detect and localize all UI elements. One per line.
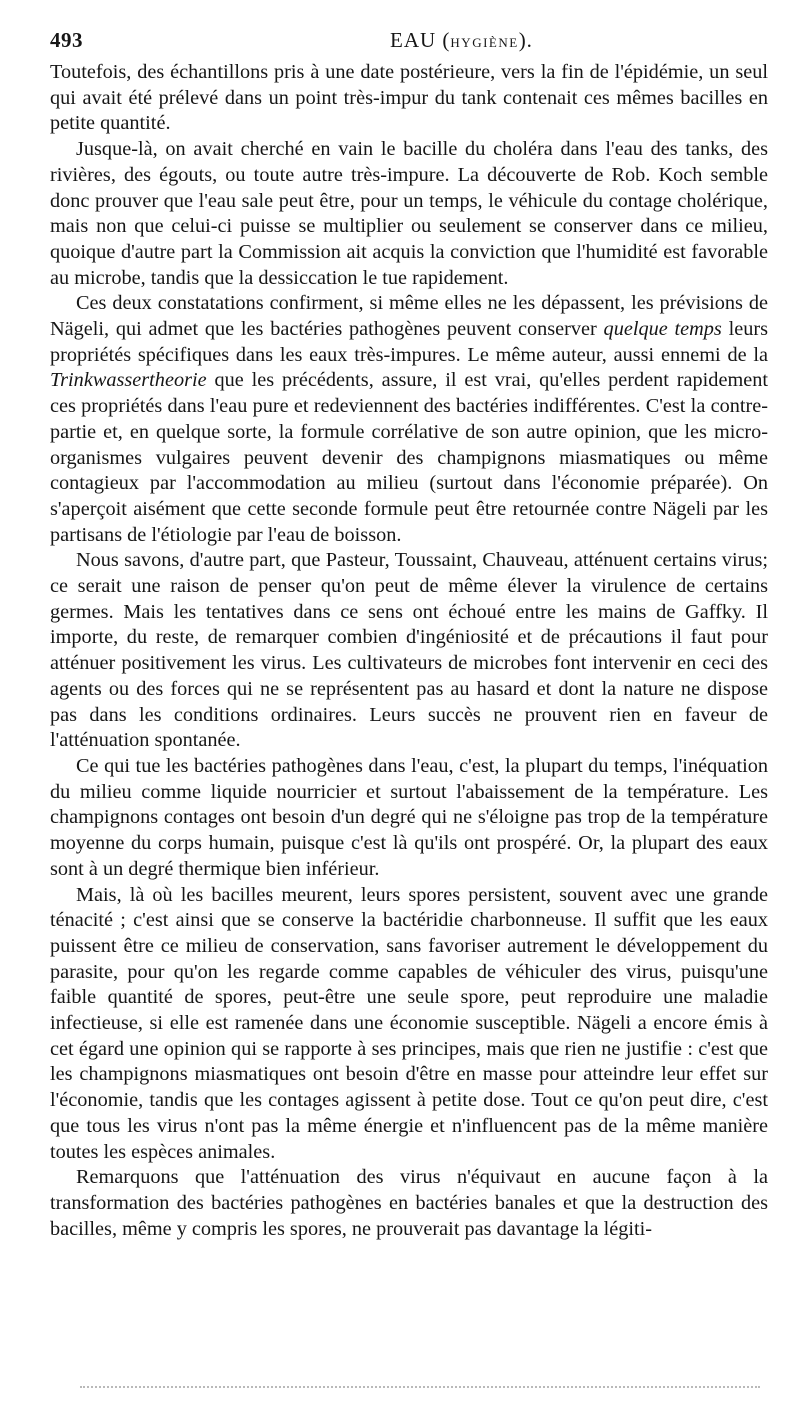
running-title-open: (: [436, 28, 451, 52]
running-title-sub: HYGIÈNE: [450, 35, 519, 50]
paragraph: [50, 1165, 768, 1242]
italic-phrase: quelque temps: [603, 318, 722, 341]
italic-term: Trinkwassertheorie: [50, 369, 207, 392]
paragraph-text: Remarquons que l'atténuation des virus n'équivaut en aucune façon à la transformation des bactéries pathogènes en bactéries banales et que la destruction des bacilles, même y compris les spores, ne prouverait pas davantage la légiti-: [50, 1166, 768, 1240]
paragraph: [50, 883, 768, 1166]
paragraph: [50, 291, 768, 548]
footer-dotted-rule: [80, 1386, 760, 1391]
page-header: [50, 22, 772, 56]
paragraph-text: Nous savons, d'autre part, que Pasteur, Toussaint, Chauveau, atténuent certains virus; ce serait une raison de penser qu'on peut de même élever la virulence de certains germes. Mais les tentatives dans ce sens ont échoué entre les mains de Gaffky. Il importe, du reste, de remarquer combien d'ingéniosité et de précautions il faut pour atténuer positivement les virus. Les cultivateurs de microbes font intervenir en ceci des agents ou des forces qui ne se représentent pas au hasard et dont la nature ne dispose pas dans les conditions ordinaires. Leurs succès ne prouvent rien en faveur de l'atténuation spontanée.: [50, 549, 768, 752]
paragraph: [50, 137, 768, 291]
running-title-main: EAU: [390, 28, 437, 52]
running-title-close: ).: [518, 28, 533, 52]
body-text: [50, 60, 768, 1242]
running-title: [390, 28, 533, 53]
paragraph: [50, 60, 768, 137]
paragraph-text: que les précédents, assure, il est vrai, qu'elles perdent rapidement ces propriétés dans l'eau pure et redeviennent des bactéries indifférentes. C'est la contre-partie et, en quelque sorte, la formule corrélative de son autre opinion, que les micro-organismes vulgaires peuvent devenir des champignons miasmatiques ou même contagieux par l'accommodation au milieu (surtout dans l'économie préparée). On s'aperçoit aisément que cette seconde formule peut être retournée contre Nägeli par les partisans de l'étiologie par l'eau de boisson.: [50, 369, 768, 546]
paragraph-text: Ces deux constatations confirment, si même elles ne les dépassent, les prévisions de Nägeli, qui admet que les bactéries pathogènes peuvent conserver: [50, 292, 768, 341]
page-number: 493: [50, 28, 83, 52]
paragraph-text: Jusque-là, on avait cherché en vain le bacille du choléra dans l'eau des tanks, des rivières, des égouts, ou toute autre très-impure. La découverte de Rob. Koch semble donc prouver que l'eau sale peut être, pour un temps, le véhicule du contage cholérique, mais non que celui-ci puisse se multiplier ou seulement se conserver dans ce milieu, quoique d'autre part la Commission ait acquis la conviction que l'humidité est favorable au microbe, tandis que la dessiccation le tue rapidement.: [50, 138, 768, 289]
paragraph-text: Toutefois, des échantillons pris à une date postérieure, vers la fin de l'épidémie, un seul qui avait été prélevé dans un point très-impur du tank contenait ces mêmes bacilles en petite quantité.: [50, 61, 768, 135]
paragraph-text: Ce qui tue les bactéries pathogènes dans l'eau, c'est, la plupart du temps, l'inéquation du milieu comme liquide nourricier et surtout l'abaissement de la température. Les champignons contages ont besoin d'un degré qui ne s'éloigne pas trop de la température moyenne du corps humain, puisque c'est là qu'ils ont prospéré. Or, la plupart des eaux sont à un degré thermique bien inférieur.: [50, 754, 768, 880]
paragraph: [50, 548, 768, 754]
paragraph-text: leurs propriétés spécifiques dans les eaux très-impures. Le même auteur, aussi ennemi de la: [50, 318, 769, 366]
paragraph-text: Mais, là où les bacilles meurent, leurs spores persistent, souvent avec une grande ténacité ; c'est ainsi que se conserve la bactéridie charbonneuse. Il suffit que les eaux puissent être ce milieu de conservation, sans favoriser autrement le développement du parasite, pour qu'on les regarde comme capables de véhiculer des virus, puisqu'une faible quantité de spores, peut-être une seule spore, peut reproduire une maladie infectieuse, si elle est ramenée dans une économie susceptible. Nägeli a encore émis à cet égard une opinion qui se rapporte à ses principes, mais que rien ne justifie : c'est que les champignons miasmatiques ont besoin d'être en masse pour atteindre leur effet sur l'économie, tandis que les contages agissent à petite dose. Tout ce qu'on peut dire, c'est que tous les virus n'ont pas la même énergie et n'influencent pas de la même manière toutes les espèces animales.: [50, 883, 768, 1163]
paragraph: [50, 754, 768, 883]
